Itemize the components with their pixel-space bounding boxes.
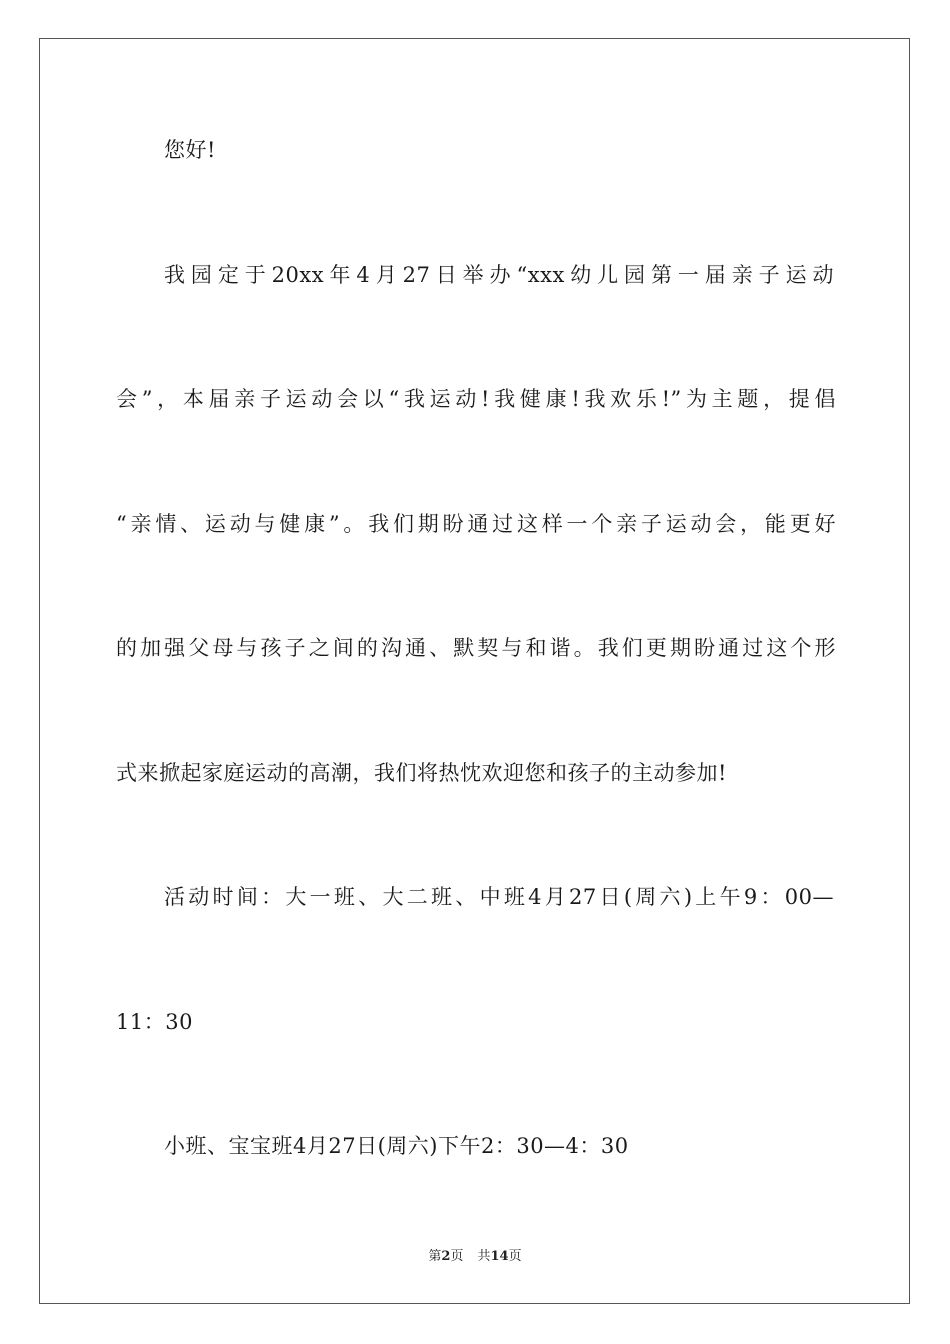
- footer-total-prefix: 共: [477, 1249, 491, 1264]
- paragraph-line: 我园定于20xx年4月27日举办“xxx幼儿园第一届亲子运动: [164, 263, 834, 287]
- schedule-line: 小班、宝宝班4月27日(周六)下午2：30—4：30: [164, 1134, 629, 1158]
- greeting-line: 您好!: [164, 138, 216, 162]
- schedule-line: 活动时间：大一班、大二班、中班4月27日(周六)上午9：00—: [164, 885, 834, 909]
- page-footer: [0, 1248, 950, 1266]
- paragraph-line: “亲情、运动与健康”。我们期盼通过这样一个亲子运动会，能更好: [116, 512, 836, 536]
- footer-total-suffix: 页: [508, 1249, 522, 1264]
- paragraph-line: 会”，本届亲子运动会以“我运动!我健康!我欢乐!”为主题，提倡: [116, 387, 836, 411]
- page-frame: [39, 38, 910, 1304]
- paragraph-line: 式来掀起家庭运动的高潮，我们将热忱欢迎您和孩子的主动参加!: [116, 761, 727, 785]
- paragraph-line: 的加强父母与孩子之间的沟通、默契与和谐。我们更期盼通过这个形: [116, 636, 836, 660]
- footer-page-number: 2: [441, 1249, 451, 1264]
- footer-page-suffix: 页: [450, 1249, 464, 1264]
- footer-total-number: 14: [490, 1249, 509, 1264]
- footer-page-prefix: 第: [428, 1249, 442, 1264]
- schedule-line: 11：30: [116, 1010, 193, 1034]
